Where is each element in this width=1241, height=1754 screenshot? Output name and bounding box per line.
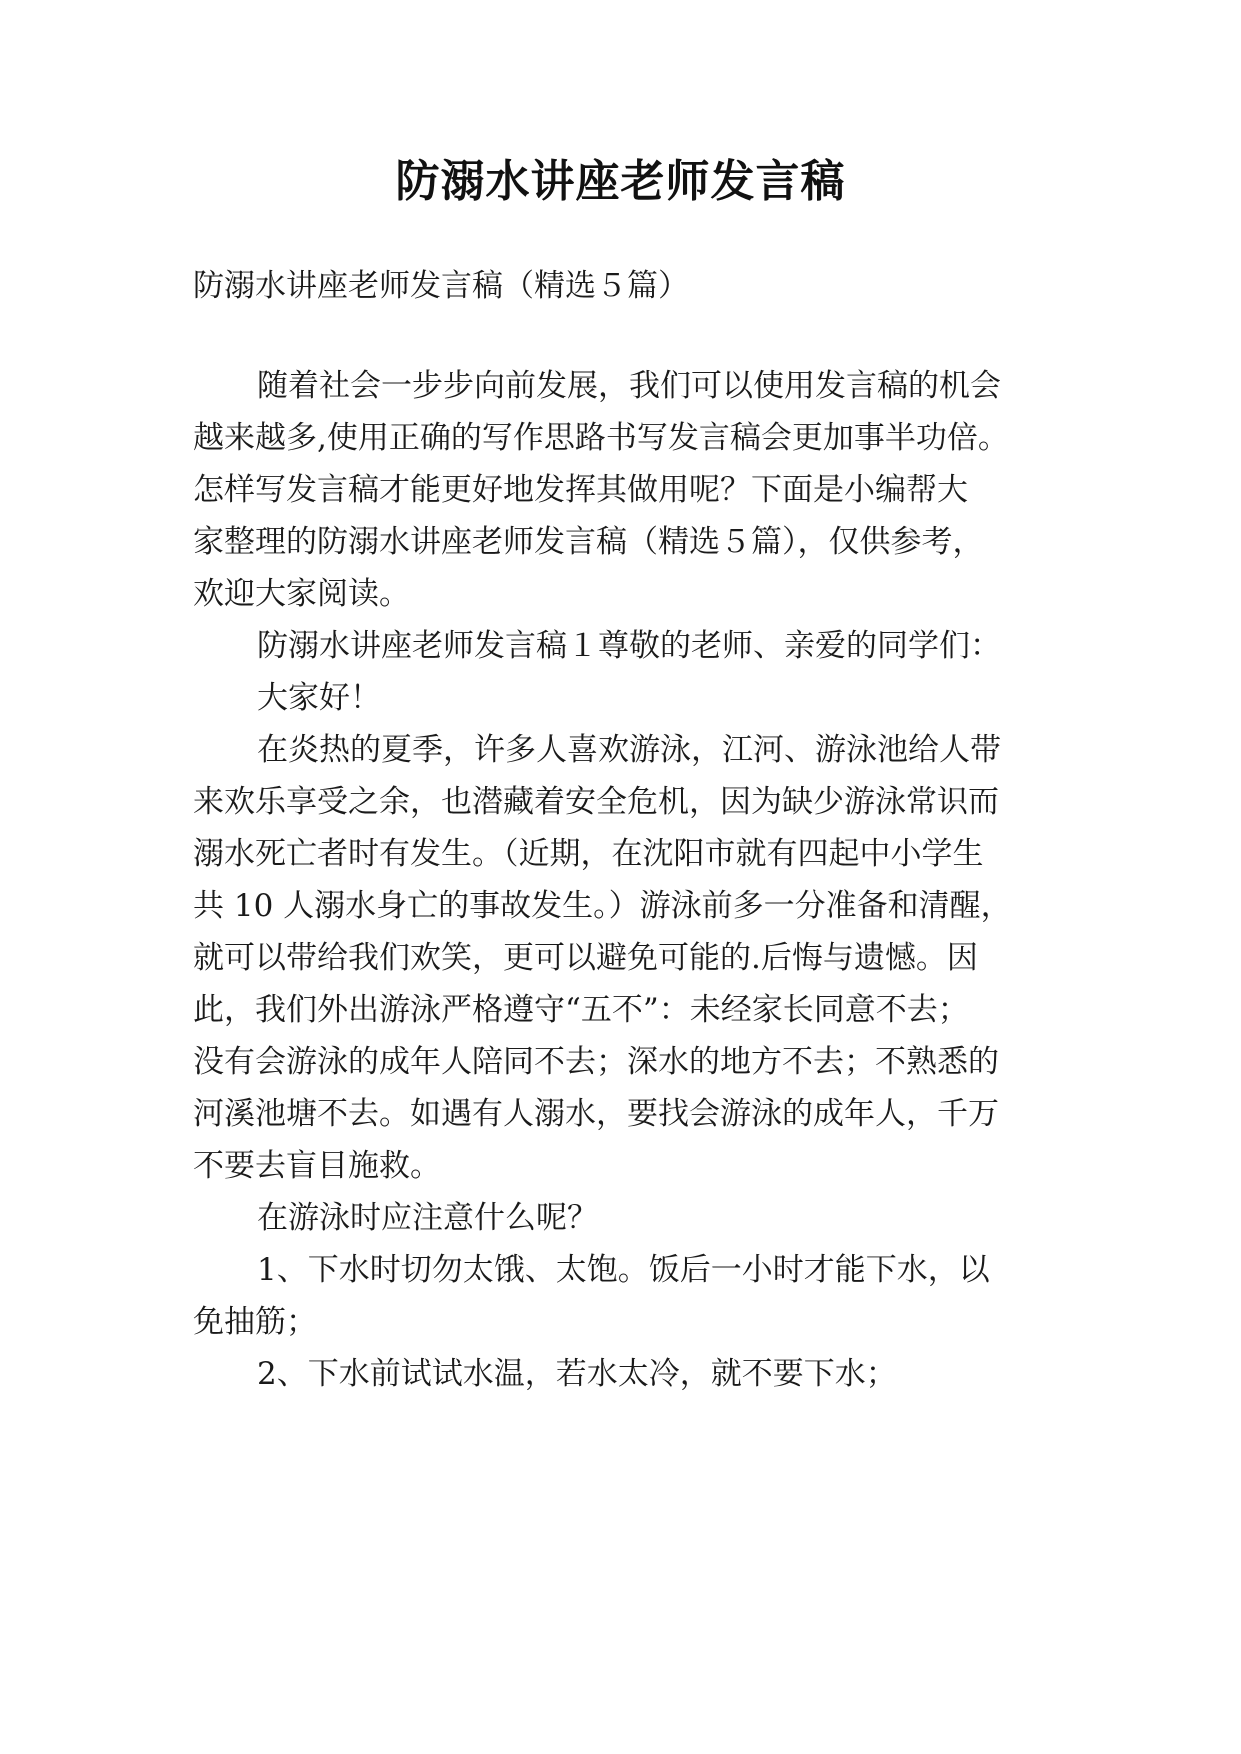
paragraph-line: 欢迎大家阅读。 (193, 576, 410, 612)
paragraph-line: 此，我们外出游泳严格遵守“五不”：未经家长同意不去； (193, 992, 969, 1028)
paragraph-line: 来欢乐享受之余，也潜藏着安全危机，因为缺少游泳常识而 (193, 784, 999, 820)
paragraph-line: 大家好！ (257, 680, 381, 716)
document-subtitle: 防溺水讲座老师发言稿（精选５篇） (193, 268, 689, 304)
paragraph-line: 在游泳时应注意什么呢？ (257, 1200, 598, 1236)
paragraph-line: 防溺水讲座老师发言稿１尊敬的老师、亲爱的同学们： (257, 628, 1001, 664)
paragraph-line: 就可以带给我们欢笑，更可以避免可能的.后悔与遗憾。因 (193, 940, 978, 976)
paragraph-line: 溺水死亡者时有发生。（近期，在沈阳市就有四起中小学生 (193, 836, 984, 872)
paragraph-line: 河溪池塘不去。如遇有人溺水，要找会游泳的成年人，千万 (193, 1096, 999, 1132)
paragraph-line: 没有会游泳的成年人陪同不去；深水的地方不去；不熟悉的 (193, 1044, 999, 1080)
paragraph-line: 随着社会一步步向前发展，我们可以使用发言稿的机会 (257, 368, 1001, 404)
paragraph-line: 共 10 人溺水身亡的事故发生。）游泳前多一分准备和清醒， (193, 888, 1012, 924)
paragraph-line: 越来越多,使用正确的写作思路书写发言稿会更加事半功倍。 (193, 420, 1009, 456)
paragraph-line: 在炎热的夏季，许多人喜欢游泳，江河、游泳池给人带 (257, 732, 1001, 768)
paragraph-line: 怎样写发言稿才能更好地发挥其做用呢？下面是小编帮大 (193, 472, 968, 508)
list-item: 1、下水时切勿太饿、太饱。饭后一小时才能下水，以 (257, 1252, 990, 1288)
list-item: 2、下水前试试水温，若水太冷，就不要下水； (257, 1356, 897, 1392)
list-item-continuation: 免抽筋； (193, 1304, 317, 1340)
document-title: 防溺水讲座老师发言稿 (395, 156, 846, 207)
paragraph-line: 家整理的防溺水讲座老师发言稿（精选５篇），仅供参考， (193, 524, 984, 560)
paragraph-line: 不要去盲目施救。 (193, 1148, 441, 1184)
